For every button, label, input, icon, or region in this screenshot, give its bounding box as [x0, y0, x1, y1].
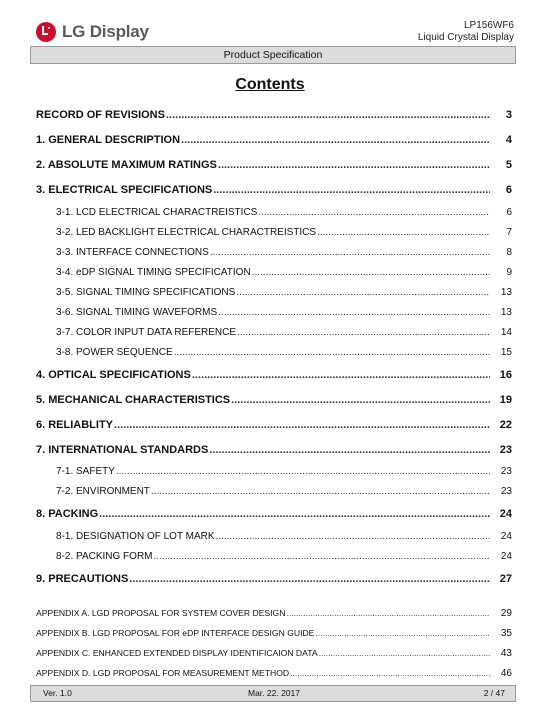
toc-entry: 6. RELIABLITY ..... 22 [36, 419, 512, 431]
toc-appendix: APPENDIX A. LGD PROPOSAL FOR SYSTEM COVER DESIGN ..... 29 [36, 608, 512, 619]
version-label: Ver. 1.0 [43, 688, 72, 698]
logo-text: LG Display [62, 22, 149, 41]
toc-subentry: 3-8. POWER SEQUENCE ..... 15 [36, 347, 512, 358]
document-model-block [418, 20, 514, 44]
toc-entry: 1. GENERAL DESCRIPTION ..... 4 [36, 134, 512, 146]
toc-appendix: APPENDIX B. LGD PROPOSAL FOR eDP INTERFACE DESIGN GUIDE ..... 35 [36, 628, 512, 639]
page-title: Contents [235, 76, 305, 93]
toc-subentry: 7-2. ENVIRONMENT ..... 23 [36, 486, 512, 497]
toc-subentry: 3-1. LCD ELECTRICAL CHARACTREISTICS ..... 6 [36, 207, 512, 218]
toc-appendix: APPENDIX C. ENHANCED EXTENDED DISPLAY IDENTIFICAION DATA ..... 43 [36, 648, 512, 659]
toc-subentry: 3-5. SIGNAL TIMING SPECIFICATIONS ..... 13 [36, 287, 512, 298]
model-number: LP156WF6 [463, 20, 514, 31]
toc-appendix: APPENDIX D. LGD PROPOSAL FOR MEASUREMENT METHOD ..... 46 [36, 668, 512, 679]
toc-entry: RECORD OF REVISIONS ..... 3 [36, 109, 512, 121]
toc-subentry: 3-2. LED BACKLIGHT ELECTRICAL CHARACTREISTICS ..... 7 [36, 227, 512, 238]
toc-subentry: 3-3. INTERFACE CONNECTIONS ..... 8 [36, 247, 512, 258]
lg-logo-icon [36, 22, 56, 42]
toc-subentry: 8-2. PACKING FORM ..... 24 [36, 551, 512, 562]
toc-entry: 9. PRECAUTIONS ..... 27 [36, 573, 512, 585]
toc-entry: 3. ELECTRICAL SPECIFICATIONS ..... 6 [36, 184, 512, 196]
toc-subentry: 3-4. eDP SIGNAL TIMING SPECIFICATION ..... 9 [36, 267, 512, 278]
toc-subentry: 8-1. DESIGNATION OF LOT MARK ..... 24 [36, 531, 512, 542]
toc-entry: 7. INTERNATIONAL STANDARDS ..... 23 [36, 444, 512, 456]
toc-subentry: 3-6. SIGNAL TIMING WAVEFORMS ..... 13 [36, 307, 512, 318]
toc-entry: 4. OPTICAL SPECIFICATIONS ..... 16 [36, 369, 512, 381]
spec-header-bar: Product Specification [30, 46, 516, 64]
toc-entry: 8. PACKING ..... 24 [36, 508, 512, 520]
page-footer [30, 685, 516, 702]
toc-entry: 5. MECHANICAL CHARACTERISTICS ..... 19 [36, 394, 512, 406]
lg-display-logo [36, 22, 149, 42]
date-label: Mar. 22. 2017 [248, 688, 300, 698]
toc-entry: 2. ABSOLUTE MAXIMUM RATINGS ..... 5 [36, 159, 512, 171]
product-type: Liquid Crystal Display [417, 32, 514, 43]
toc-subentry: 7-1. SAFETY ..... 23 [36, 466, 512, 477]
toc-subentry: 3-7. COLOR INPUT DATA REFERENCE ..... 14 [36, 327, 512, 338]
page-number: 2 / 47 [483, 688, 505, 698]
